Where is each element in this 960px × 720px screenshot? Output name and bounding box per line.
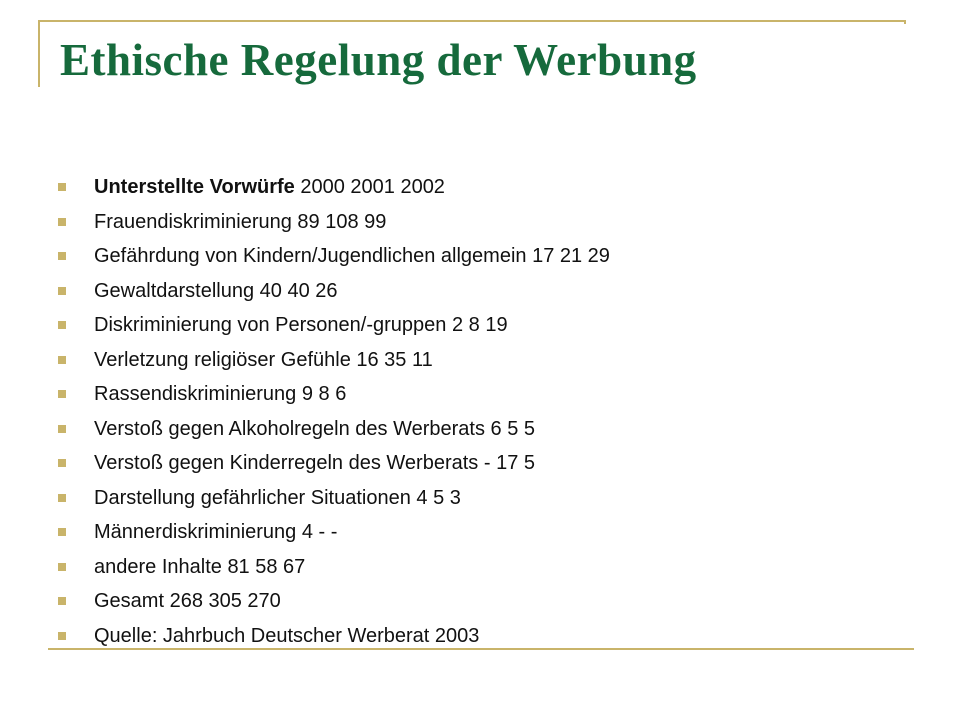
square-bullet-icon [58, 459, 66, 467]
frame-line-top [38, 20, 904, 22]
square-bullet-icon [58, 252, 66, 260]
bullet-value: Gewaltdarstellung 40 40 26 [94, 279, 338, 302]
square-bullet-icon [58, 183, 66, 191]
bullet-item [58, 379, 918, 414]
bullet-item [58, 207, 918, 242]
bullet-text [94, 586, 281, 616]
slide-title: Ethische Regelung der Werbung [60, 35, 697, 85]
bullet-value: Quelle: Jahrbuch Deutscher Werberat 2003 [94, 624, 480, 647]
square-bullet-icon [58, 287, 66, 295]
bullet-text [94, 276, 338, 306]
bullet-text [94, 517, 337, 547]
bullet-value: Darstellung gefährlicher Situationen 4 5 3 [94, 486, 461, 509]
bullet-text [94, 345, 433, 375]
bullet-value: Verstoß gegen Kinderregeln des Werberats - 17 5 [94, 452, 535, 474]
frame-line-left [38, 20, 40, 87]
bullet-item [58, 483, 918, 518]
bullet-item [58, 241, 918, 276]
bullet-value: Männerdiskriminierung 4 - - [94, 521, 338, 543]
bullet-text [94, 483, 461, 513]
square-bullet-icon [58, 494, 66, 502]
square-bullet-icon [58, 321, 66, 329]
bullet-value: Verletzung religiöser Gefühle 16 35 11 [94, 348, 433, 371]
bullet-text [94, 552, 305, 582]
bullet-text [94, 414, 535, 444]
bullet-item [58, 414, 918, 449]
bullet-value: andere Inhalte 81 58 67 [94, 555, 306, 578]
square-bullet-icon [58, 597, 66, 605]
frame-line-right [904, 20, 906, 24]
square-bullet-icon [58, 218, 66, 226]
bullet-value: Gefährdung von Kindern/Jugendlichen allgemein 17 21 29 [94, 245, 610, 267]
square-bullet-icon [58, 563, 66, 571]
bullet-text [94, 621, 479, 651]
bullet-text [94, 172, 445, 202]
bullet-item [58, 276, 918, 311]
bullet-text [94, 310, 508, 340]
bullet-value: Verstoß gegen Alkoholregeln des Werberats 6 5 5 [94, 417, 536, 440]
bullet-item [58, 345, 918, 380]
square-bullet-icon [58, 390, 66, 398]
bullet-value: Gesamt 268 305 270 [94, 590, 281, 612]
bullet-text [94, 379, 346, 409]
bullet-item [58, 586, 918, 621]
square-bullet-icon [58, 528, 66, 536]
square-bullet-icon [58, 356, 66, 364]
bullet-item [58, 310, 918, 345]
bullet-item [58, 448, 918, 483]
bullet-value: 2000 2001 2002 [300, 176, 445, 198]
bullet-value: Frauendiskriminierung 89 108 99 [94, 210, 387, 233]
bullet-heading: Unterstellte Vorwürfe [94, 176, 295, 198]
bullet-item [58, 621, 918, 656]
bullet-value: Rassendiskriminierung 9 8 6 [94, 383, 347, 405]
bullet-text [94, 241, 610, 271]
bullet-list [58, 172, 918, 655]
bullet-text [94, 207, 386, 237]
square-bullet-icon [58, 425, 66, 433]
bullet-item [58, 172, 918, 207]
bullet-value: Diskriminierung von Personen/-gruppen 2 8 19 [94, 314, 508, 336]
square-bullet-icon [58, 632, 66, 640]
bullet-item [58, 552, 918, 587]
bullet-item [58, 517, 918, 552]
bullet-text [94, 448, 535, 478]
